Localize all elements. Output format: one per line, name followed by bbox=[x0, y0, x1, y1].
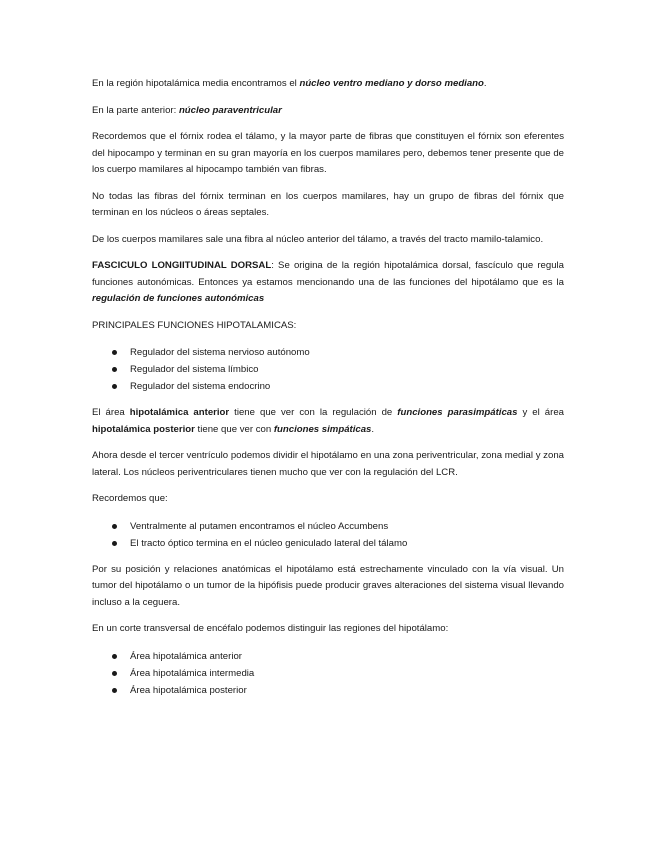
emphasis-text: funciones parasimpáticas bbox=[397, 407, 518, 418]
paragraph-region-media bbox=[92, 76, 564, 93]
emphasis-text: núcleo paraventricular bbox=[178, 104, 282, 116]
text: En la parte anterior: bbox=[92, 104, 179, 116]
section-heading-funciones: PRINCIPALES FUNCIONES HIPOTALAMICAS: bbox=[92, 319, 297, 331]
list-item: Área hipotalámica anterior bbox=[92, 648, 564, 665]
text: : Se origina de la región hipotalámica dorsal, fascículo que regula funciones autonómicas. Entonces ya estamos mencionando una de las funciones del hipotálamo que es la bbox=[92, 260, 564, 288]
list-item: Regulador del sistema nervioso autónomo bbox=[92, 344, 564, 361]
paragraph-fibras-fornix: No todas las fibras del fórnix terminan en los cuerpos mamilares, hay un grupo de fibras del fórnix que terminan en los núcleos o áreas septales. bbox=[92, 190, 564, 218]
list-item: Área hipotalámica intermedia bbox=[92, 665, 564, 682]
paragraph-corte-transversal: En un corte transversal de encéfalo podemos distinguir las regiones del hipotálamo: bbox=[92, 623, 449, 634]
text: El área bbox=[92, 407, 130, 418]
paragraph-tercer-ventriculo: Ahora desde el tercer ventrículo podemos dividir el hipotálamo en una zona periventricular, zona medial y zona lateral. Los núcleos periventriculares tienen mucho que ver con la regulación del LCR. bbox=[92, 450, 564, 478]
bold-text: hipotalámica anterior bbox=[129, 407, 230, 418]
paragraph-via-visual: Por su posición y relaciones anatómicas el hipotálamo está estrechamente vinculado con la vía visual. Un tumor del hipotálamo o un tumor de la hipófisis puede producir graves alteraciones del sistema visual llevando incluso a la ceguera. bbox=[92, 563, 564, 608]
paragraph-fasciculo bbox=[92, 258, 564, 308]
text: . bbox=[483, 78, 487, 89]
paragraph-recordemos: Recordemos que: bbox=[92, 493, 168, 504]
document-page bbox=[92, 76, 564, 709]
emphasis-text: funciones simpáticas bbox=[273, 423, 372, 435]
paragraph-fornix: Recordemos que el fórnix rodea el tálamo, y la mayor parte de fibras que constituyen el fórnix son eferentes del hipocampo y terminan en su gran mayoría en los cuerpos mamilares pero, debemos tener presente que de los cuerpo mamilares al hipocampo también van fibras. bbox=[92, 131, 564, 175]
heading-text: FASCICULO LONGIITUDINAL DORSAL bbox=[92, 260, 272, 271]
list-recordemos bbox=[92, 518, 564, 552]
text: En la región hipotalámica media encontramos el bbox=[92, 78, 300, 89]
paragraph-cuerpos-mamilares: De los cuerpos mamilares sale una fibra al núcleo anterior del tálamo, a través del tracto mamilo-talamico. bbox=[92, 233, 544, 245]
paragraph-parte-anterior bbox=[92, 103, 564, 120]
emphasis-text: núcleo ventro mediano y dorso mediano bbox=[299, 78, 484, 89]
text: tiene que ver con la regulación de bbox=[229, 407, 398, 418]
list-item: Regulador del sistema endocrino bbox=[92, 378, 564, 395]
list-item: Área hipotalámica posterior bbox=[92, 682, 564, 699]
emphasis-text: regulación de funciones autonómicas bbox=[92, 293, 265, 304]
text: . bbox=[371, 423, 375, 435]
list-funciones bbox=[92, 344, 564, 395]
list-item: El tracto óptico termina en el núcleo geniculado lateral del tálamo bbox=[92, 535, 564, 552]
list-regiones bbox=[92, 648, 564, 699]
paragraph-area-hipotalamica bbox=[92, 405, 564, 438]
list-item: Regulador del sistema límbico bbox=[92, 361, 564, 378]
list-item: Ventralmente al putamen encontramos el núcleo Accumbens bbox=[92, 518, 564, 535]
text: y el área bbox=[517, 407, 564, 418]
text: tiene que ver con bbox=[194, 423, 274, 435]
bold-text: hipotalámica posterior bbox=[92, 423, 195, 435]
